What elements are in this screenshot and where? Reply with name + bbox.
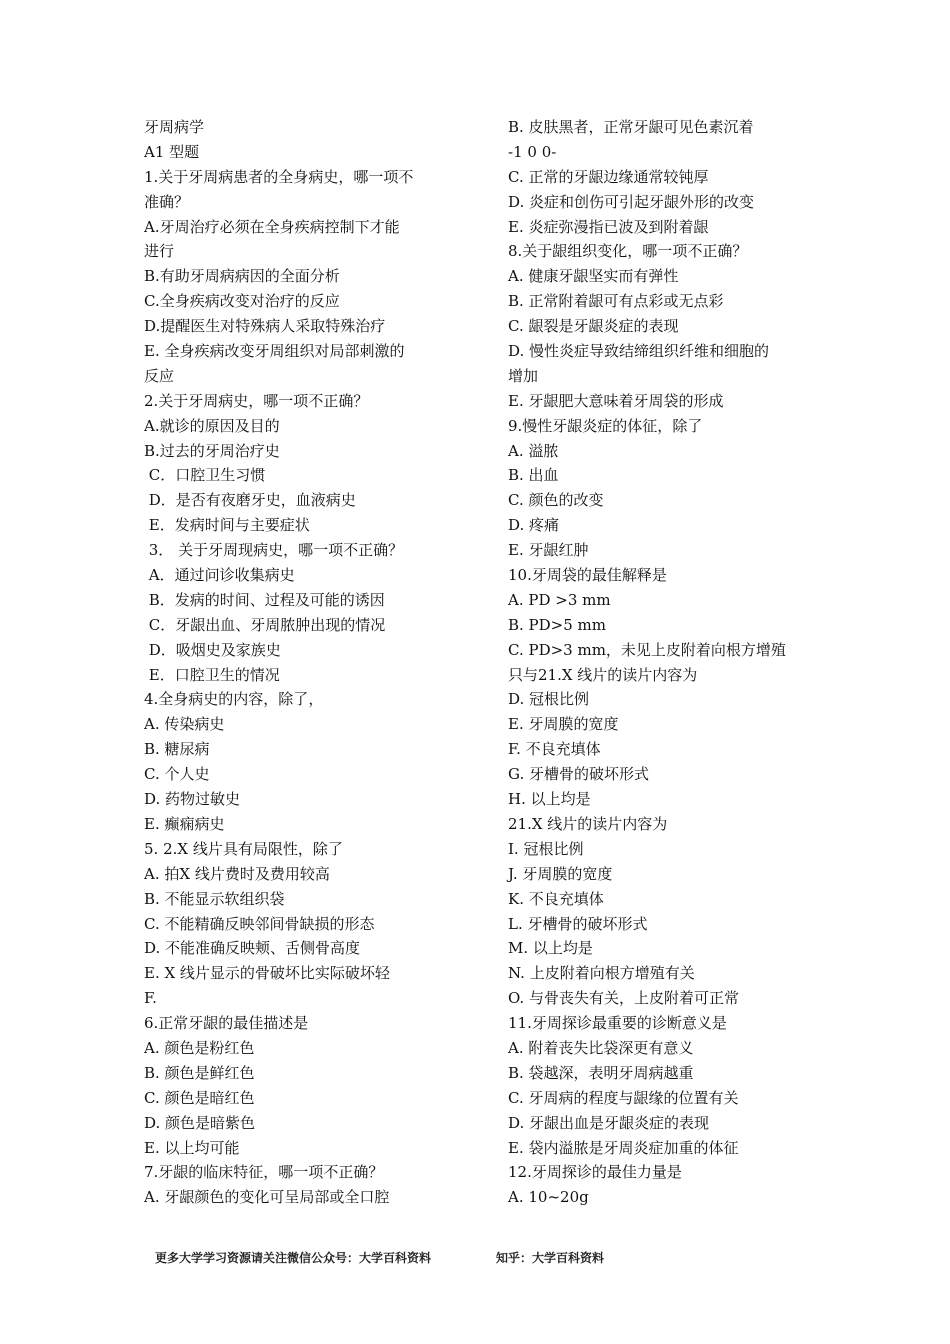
text-line: 21.X 线片的读片内容为	[508, 814, 668, 833]
footer-wechat-note: 更多大学学习资源请关注微信公众号：大学百科资料	[155, 1251, 432, 1265]
text-line: 7.牙龈的临床特征，哪一项不正确？	[144, 1163, 384, 1182]
text-line: C．口腔卫生习惯	[144, 466, 266, 485]
text-line: D. 冠根比例	[508, 690, 590, 709]
text-line: A．通过问诊收集病史	[144, 566, 295, 585]
text-line: E. 癫痫病史	[144, 814, 225, 833]
text-line: C.全身疾病改变对治疗的反应	[144, 292, 340, 311]
text-line: C. 不能精确反映邻间骨缺损的形态	[144, 914, 375, 933]
text-line: E．发病时间与主要症状	[144, 516, 310, 535]
text-line: C. 颜色是暗红色	[144, 1088, 255, 1107]
text-line: B. 袋越深，表明牙周病越重	[508, 1063, 694, 1082]
text-line: B. 皮肤黑者，正常牙龈可见色素沉着	[508, 118, 754, 136]
text-line: E. 以上均可能	[144, 1138, 240, 1157]
text-line: C. PD>3 mm，未见上皮附着向根方增殖	[508, 640, 786, 659]
text-line: B. 不能显示软组织袋	[144, 889, 285, 908]
text-line: E. 全身疾病改变牙周组织对局部刺激的	[144, 342, 405, 361]
text-line: A. 传染病史	[144, 715, 225, 734]
text-line: A. 10~20g	[508, 1188, 589, 1207]
text-line: A1 型题	[144, 142, 200, 161]
text-line: B.有助牙周病病因的全面分析	[144, 267, 340, 286]
text-line: L. 牙槽骨的破坏形式	[508, 914, 648, 933]
text-line: D.提醒医生对特殊病人采取特殊治疗	[144, 317, 386, 336]
text-line: D. 疼痛	[508, 516, 560, 535]
text-line: F.	[144, 989, 157, 1008]
text-line: 3． 关于牙周现病史，哪一项不正确？	[144, 541, 404, 560]
left-column	[144, 115, 474, 1210]
text-line: K. 不良充填体	[508, 889, 604, 908]
text-line: A.牙周治疗必须在全身疾病控制下才能	[144, 217, 400, 236]
text-line: B. 颜色是鲜红色	[144, 1063, 255, 1082]
text-line: A. 牙龈颜色的变化可呈局部或全口腔	[144, 1188, 390, 1207]
text-line: O. 与骨丧失有关，上皮附着可正常	[508, 989, 739, 1008]
text-line: D．吸烟史及家族史	[144, 640, 281, 659]
text-line: 10.牙周袋的最佳解释是	[508, 566, 667, 585]
text-line: E. X 线片显示的骨破坏比实际破坏轻	[144, 964, 390, 983]
text-line: M. 以上均是	[508, 939, 593, 958]
text-line: D．是否有夜磨牙史，血液病史	[144, 491, 356, 510]
text-line: 反应	[144, 366, 175, 385]
text-line: 进行	[144, 242, 175, 261]
text-line: C. 龈裂是牙龈炎症的表现	[508, 317, 679, 336]
text-line: 1.关于牙周病患者的全身病史，哪一项不	[144, 167, 414, 186]
text-line: A. 溢脓	[508, 441, 559, 460]
text-line: D. 颜色是暗紫色	[144, 1113, 256, 1132]
text-line: 只与21.X 线片的读片内容为	[508, 665, 698, 684]
right-column	[508, 115, 808, 1210]
text-line: E. 牙周膜的宽度	[508, 715, 619, 734]
text-line: E．口腔卫生的情况	[144, 665, 280, 684]
text-line: C. 个人史	[144, 765, 210, 784]
text-line: 6.正常牙龈的最佳描述是	[144, 1014, 309, 1033]
text-line: 4.全身病史的内容，除了，	[144, 690, 324, 709]
text-line: 增加	[508, 366, 539, 385]
text-line: C. 正常的牙龈边缘通常较钝厚	[508, 167, 709, 186]
text-line: C. 颜色的改变	[508, 491, 604, 510]
text-line: H. 以上均是	[508, 790, 591, 809]
text-line: 8.关于龈组织变化，哪一项不正确？	[508, 242, 748, 261]
text-line: 5. 2.X 线片具有局限性，除了	[144, 839, 343, 858]
text-line: E. 炎症弥漫指已波及到附着龈	[508, 217, 709, 236]
text-line: C. 牙周病的程度与龈缘的位置有关	[508, 1088, 739, 1107]
footer-zhihu-note: 知乎：大学百科资料	[496, 1251, 605, 1265]
text-line: D. 牙龈出血是牙龈炎症的表现	[508, 1113, 710, 1132]
text-line: J. 牙周膜的宽度	[508, 864, 613, 883]
text-line: N. 上皮附着向根方增殖有关	[508, 964, 695, 983]
text-line: B. 正常附着龈可有点彩或无点彩	[508, 292, 724, 311]
text-line: B．发病的时间、过程及可能的诱因	[144, 590, 385, 609]
text-line: F. 不良充填体	[508, 740, 601, 759]
text-line: B. 出血	[508, 466, 559, 485]
text-line: A. 附着丧失比袋深更有意义	[508, 1038, 694, 1057]
text-line: 11.牙周探诊最重要的诊断意义是	[508, 1014, 727, 1033]
text-line: 9.慢性牙龈炎症的体征，除了	[508, 416, 703, 435]
text-line: 12.牙周探诊的最佳力量是	[508, 1163, 682, 1182]
text-line: A. 颜色是粉红色	[144, 1038, 255, 1057]
text-line: 准确？	[144, 192, 190, 211]
text-line: E. 牙龈肥大意味着牙周袋的形成	[508, 391, 724, 410]
text-line: B.过去的牙周治疗史	[144, 441, 280, 460]
text-line: 2.关于牙周病史，哪一项不正确？	[144, 391, 369, 410]
text-line: D. 炎症和创伤可引起牙龈外形的改变	[508, 192, 755, 211]
text-line: 牙周病学	[144, 118, 205, 136]
text-line: A. 健康牙龈坚实而有弹性	[508, 267, 679, 286]
text-line: -1 0 0-	[508, 142, 557, 161]
text-line: C．牙龈出血、牙周脓肿出现的情况	[144, 615, 386, 634]
text-line: G. 牙槽骨的破坏形式	[508, 765, 649, 784]
text-line: B. 糖尿病	[144, 740, 210, 759]
text-line: E. 袋内溢脓是牙周炎症加重的体征	[508, 1138, 739, 1157]
text-line: A. 拍X 线片费时及费用较高	[144, 864, 330, 883]
text-line: D. 不能准确反映颊、舌侧骨高度	[144, 939, 361, 958]
text-line: A.就诊的原因及目的	[144, 416, 280, 435]
text-line: A. PD >3 mm	[508, 590, 611, 609]
text-line: E. 牙龈红肿	[508, 541, 589, 560]
text-line: I. 冠根比例	[508, 839, 584, 858]
text-line: D. 药物过敏史	[144, 790, 241, 809]
text-line: B. PD>5 mm	[508, 615, 607, 634]
text-line: D. 慢性炎症导致结缔组织纤维和细胞的	[508, 342, 770, 361]
